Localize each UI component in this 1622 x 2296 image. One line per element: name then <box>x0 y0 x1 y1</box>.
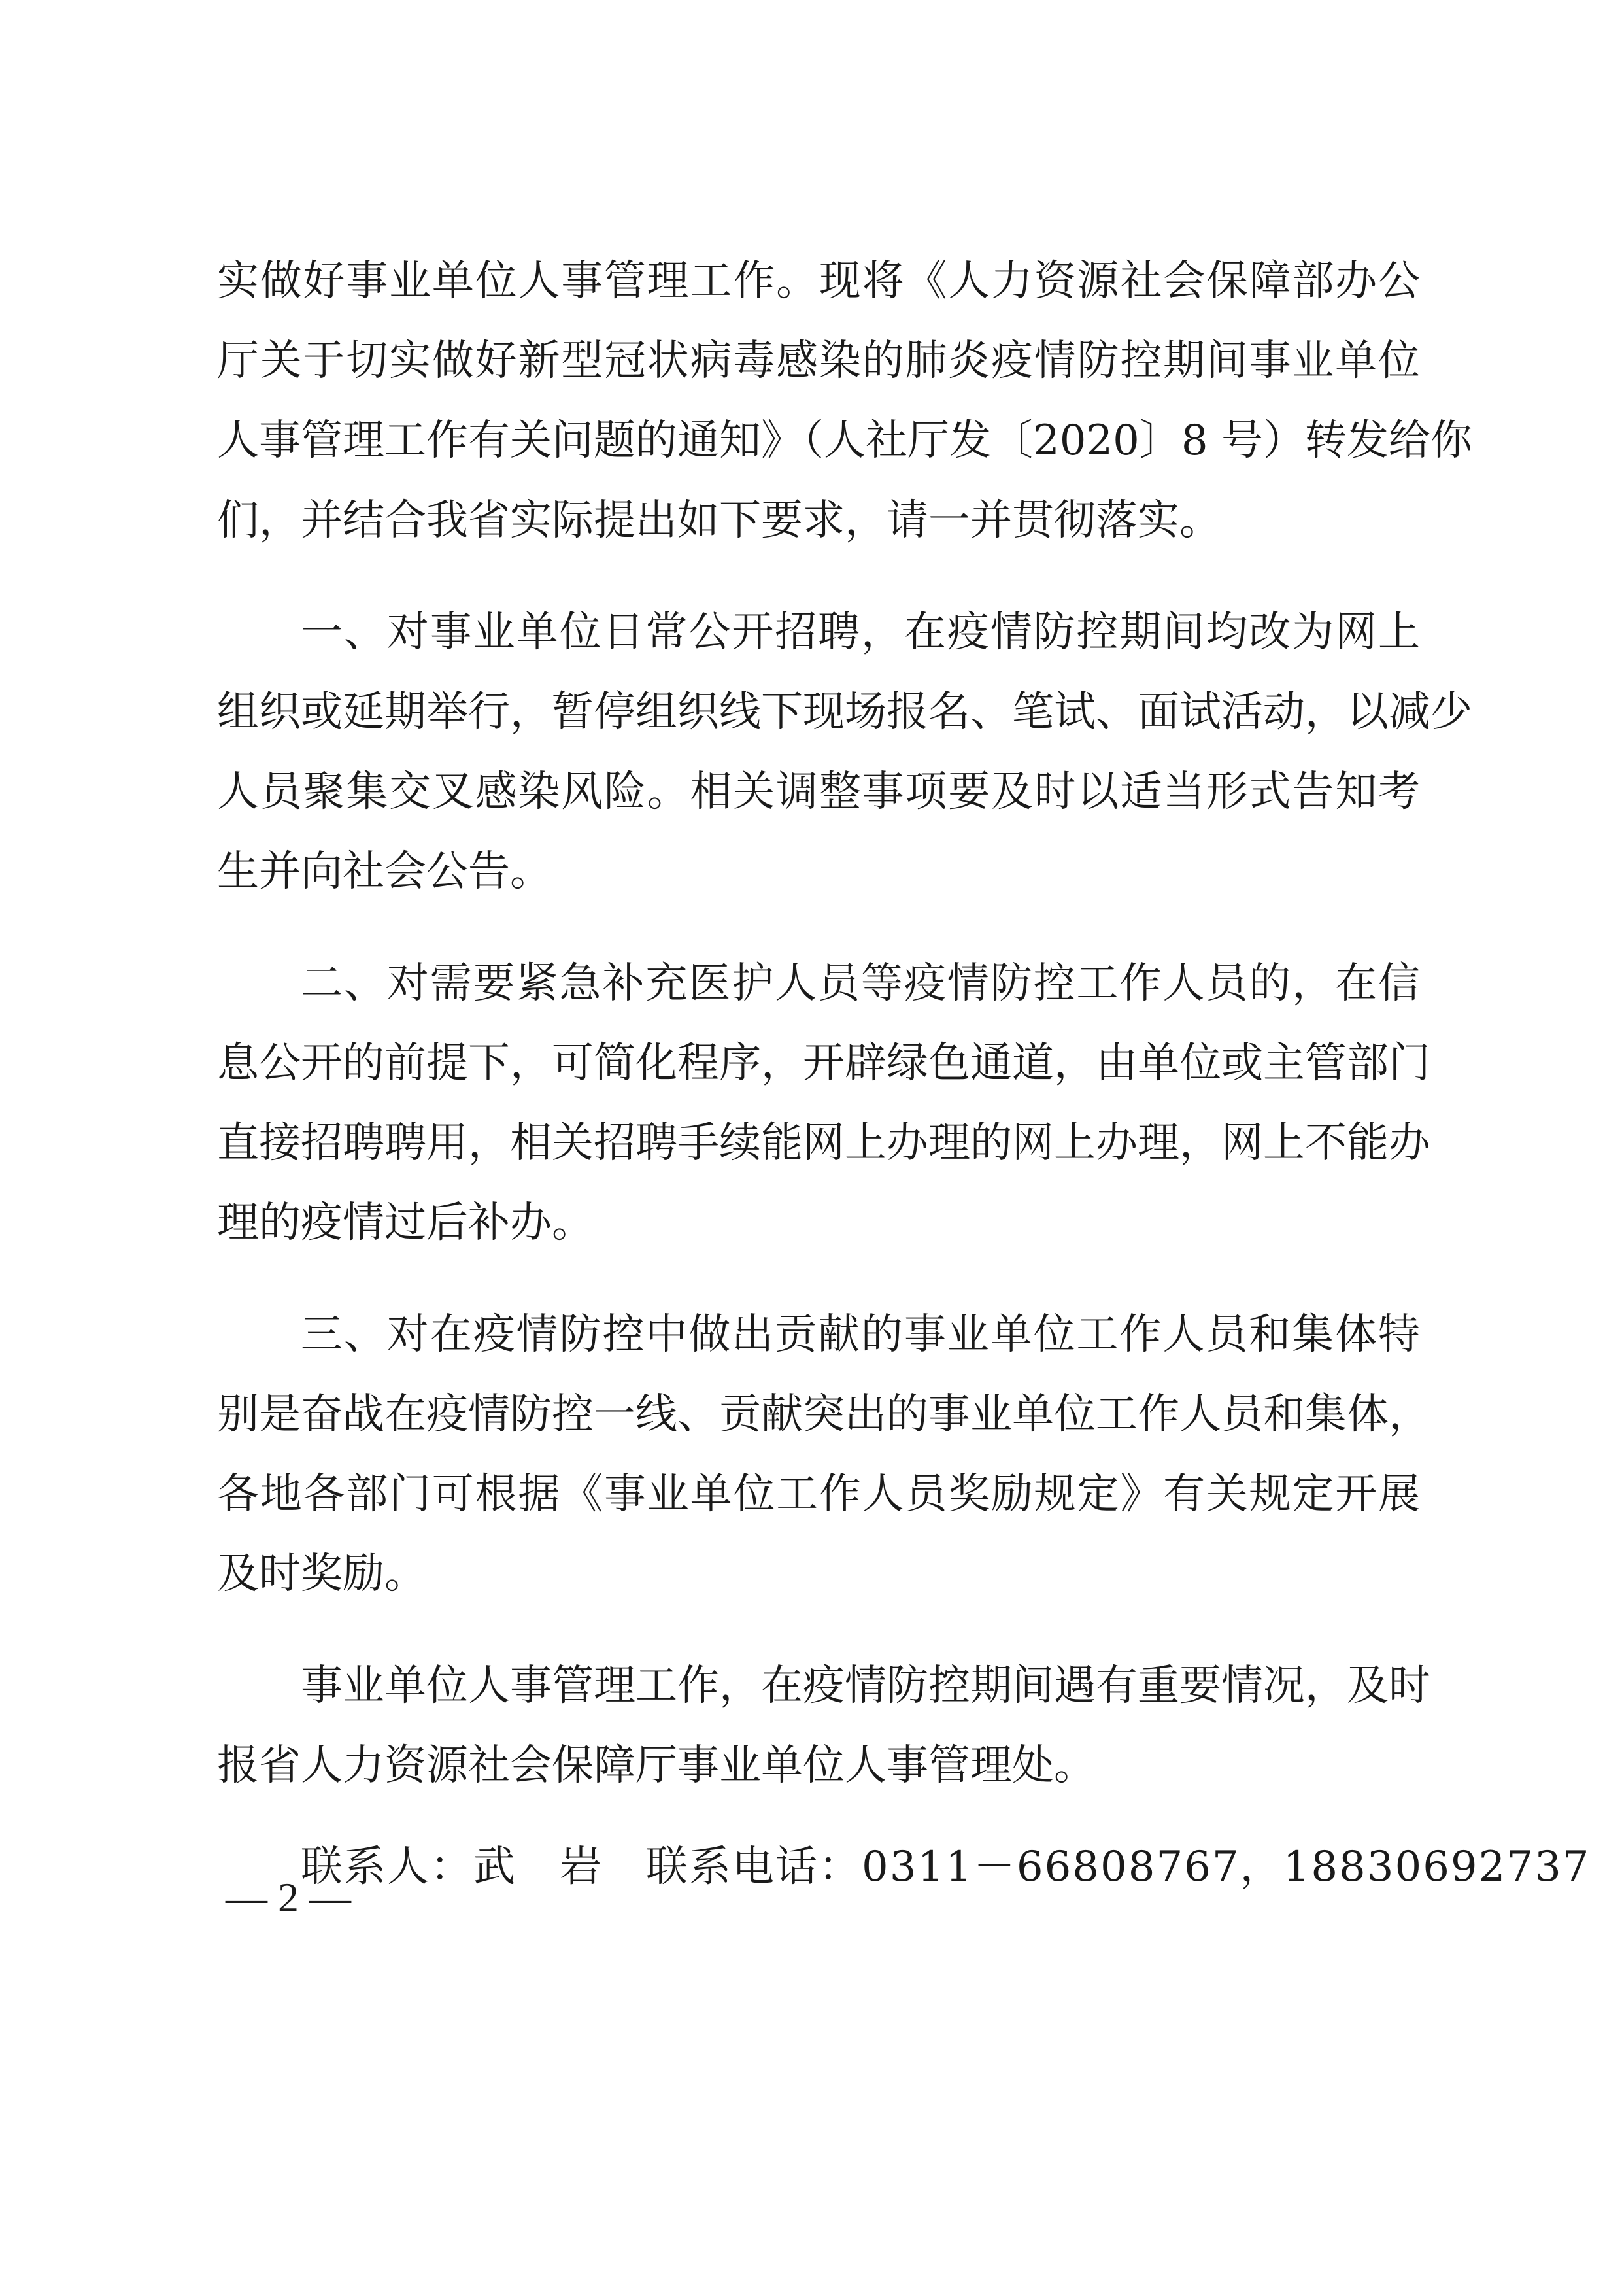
paragraph-2-line: 二、对需要紧急补充医护人员等疫情防控工作人员的，在信 <box>301 959 1420 1008</box>
body-text-line: 组织或延期举行，暂停组织线下现场报名、笔试、面试活动，以减少 <box>217 688 1472 736</box>
body-text-line: 生并向社会公告。 <box>217 848 552 896</box>
body-text-line: 报省人力资源社会保障厅事业单位人事管理处。 <box>217 1741 1096 1790</box>
body-text-line: 实做好事业单位人事管理工作。现将《人力资源社会保障部办公 <box>217 257 1420 305</box>
paragraph-3-line: 三、对在疫情防控中做出贡献的事业单位工作人员和集体特 <box>301 1311 1420 1359</box>
body-text-line: 厅关于切实做好新型冠状病毒感染的肺炎疫情防控期间事业单位 <box>217 337 1420 385</box>
paragraph-4-line: 事业单位人事管理工作，在疫情防控期间遇有重要情况，及时 <box>301 1662 1430 1710</box>
paragraph-1-line: 一、对事业单位日常公开招聘，在疫情防控期间均改为网上 <box>301 608 1420 657</box>
body-text-line: 理的疫情过后补办。 <box>217 1199 594 1247</box>
body-text-line: 人事管理工作有关问题的通知》（人社厅发〔2020〕8 号）转发给你 <box>217 417 1472 465</box>
body-text-line: 别是奋战在疫情防控一线、贡献突出的事业单位工作人员和集体， <box>217 1390 1430 1439</box>
body-text-line: 各地各部门可根据《事业单位工作人员奖励规定》有关规定开展 <box>217 1470 1420 1518</box>
body-text-line: 人员聚集交叉感染风险。相关调整事项要及时以适当形式告知考 <box>217 768 1420 816</box>
body-text-line: 直接招聘聘用，相关招聘手续能网上办理的网上办理，网上不能办 <box>217 1119 1430 1167</box>
body-text-line: 们，并结合我省实际提出如下要求，请一并贯彻落实。 <box>217 496 1221 545</box>
contact-line: 联系人：武 岩 联系电话：0311－66808767，18830692737 <box>301 1843 1591 1891</box>
page-number: — 2 — <box>226 1874 351 1921</box>
body-text-line: 息公开的前提下，可简化程序，开辟绿色通道，由单位或主管部门 <box>217 1039 1430 1088</box>
body-text-line: 及时奖励。 <box>217 1550 426 1598</box>
